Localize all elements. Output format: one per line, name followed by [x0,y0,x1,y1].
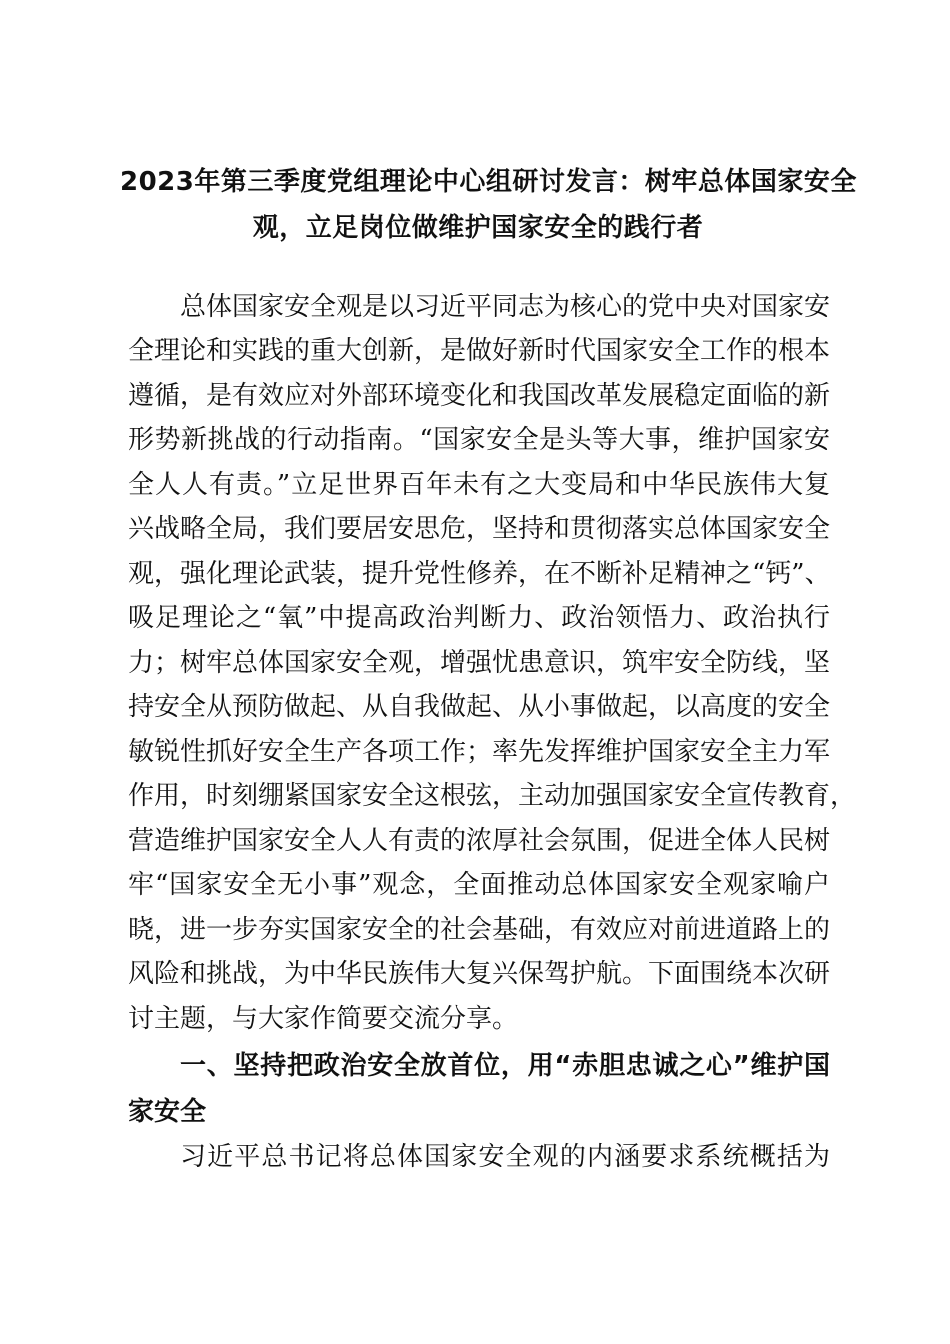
paragraph-line: 遵循，是有效应对外部环境变化和我国改革发展稳定面临的新 [128,381,831,411]
paragraph-line: 风险和挑战，为中华民族伟大复兴保驾护航。下面围绕本次研 [128,959,831,989]
paragraph-line: 讨主题，与大家作简要交流分享。 [128,1004,519,1034]
document-title-line-1: 2023年第三季度党组理论中心组研讨发言：树牢总体国家安全 [120,167,857,197]
paragraph-line: 形势新挑战的行动指南。“国家安全是头等大事，维护国家安 [128,425,830,455]
document-title-line-2: 观，立足岗位做维护国家安全的践行者 [252,213,704,243]
paragraph-line: 晓，进一步夯实国家安全的社会基础，有效应对前进道路上的 [128,915,831,945]
paragraph-line: 全理论和实践的重大创新，是做好新时代国家安全工作的根本 [128,336,831,366]
paragraph-line: 兴战略全局，我们要居安思危，坚持和贯彻落实总体国家安全 [128,514,831,544]
paragraph-line: 观，强化理论武装，提升党性修养，在不断补足精神之“钙”、 [128,559,831,589]
paragraph-line: 作用，时刻绷紧国家安全这根弦，主动加强国家安全宣传教育， [128,781,857,811]
paragraph-line: 全人人有责。”立足世界百年未有之大变局和中华民族伟大复 [128,470,830,500]
paragraph-line: 营造维护国家安全人人有责的浓厚社会氛围，促进全体人民树 [128,826,831,856]
section-heading-line-2: 家安全 [128,1097,207,1127]
paragraph-line: 牢“国家安全无小事”观念，全面推动总体国家安全观家喻户 [128,870,830,900]
paragraph-line: 持安全从预防做起、从自我做起、从小事做起，以高度的安全 [128,692,831,722]
section-heading-line-1: 一、坚持把政治安全放首位，用“赤胆忠诚之心”维护国 [180,1051,830,1081]
paragraph-line: 力；树牢总体国家安全观，增强忧患意识，筑牢安全防线，坚 [128,648,831,678]
paragraph-line: 习近平总书记将总体国家安全观的内涵要求系统概括为 [180,1142,830,1172]
paragraph-line: 总体国家安全观是以习近平同志为核心的党中央对国家安 [180,292,831,322]
paragraph-line: 敏锐性抓好安全生产各项工作；率先发挥维护国家安全主力军 [128,737,831,767]
paragraph-line: 吸足理论之“氧”中提高政治判断力、政治领悟力、政治执行 [128,603,830,633]
